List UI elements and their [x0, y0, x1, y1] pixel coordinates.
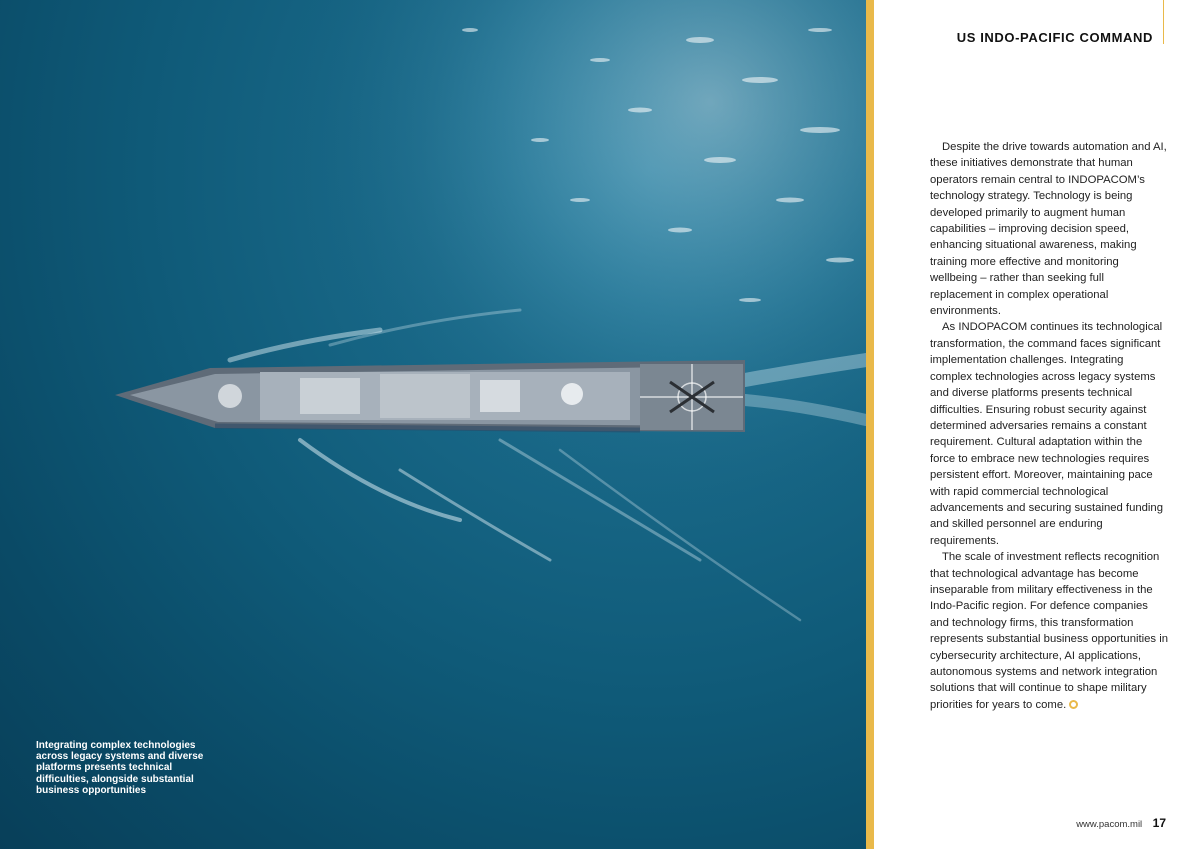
page-footer — [1076, 814, 1166, 832]
page-number: 17 — [1152, 816, 1166, 830]
article-paragraph: As INDOPACOM continues its technological transformation, the command faces significant implementation challenges. Integrating complex technologies across legacy systems and diverse platforms presents technical difficulties. Ensuring robust security against determined adversaries remains a constant requirement. Cultural adaptation within the force to embrace new technologies requires persistent effort. Moreover, maintaining pace with rapid commercial technological advancements and securing sustained funding and skilled personnel are enduring requirements. — [930, 321, 1163, 547]
footer-url: www.pacom.mil — [1076, 819, 1143, 830]
article-paragraph-text: The scale of investment reflects recognition that technological advantage has become inseparable from military effectiveness in the Indo-Pacific region. For defence companies and technology firms, this transformation represents substantial business opportunities in cybersecurity architecture, AI applications, autonomous systems and network integration solutions that will continue to shape military priorities for years to come. — [930, 551, 1169, 711]
section-title: US INDO-PACIFIC COMMAND — [956, 30, 1153, 45]
end-of-article-icon — [1069, 700, 1078, 709]
article-body — [930, 139, 1168, 713]
accent-divider — [866, 0, 874, 849]
ship — [115, 360, 745, 432]
header-rule — [1163, 0, 1164, 44]
article-paragraph — [930, 549, 1168, 713]
photo-caption: Integrating complex technologies across legacy systems and diverse platforms presents technical difficulties, alongside substantial business opportunities — [36, 740, 204, 796]
article-paragraph: Despite the drive towards automation and AI, these initiatives demonstrate that human operators remain central to INDOPACOM’s technology strategy. Technology is being developed primarily to augment human capabilities – improving decision speed, enhancing situational awareness, making training more effective and monitoring wellbeing – rather than seeking full replacement in complex operational environments. — [930, 141, 1167, 318]
